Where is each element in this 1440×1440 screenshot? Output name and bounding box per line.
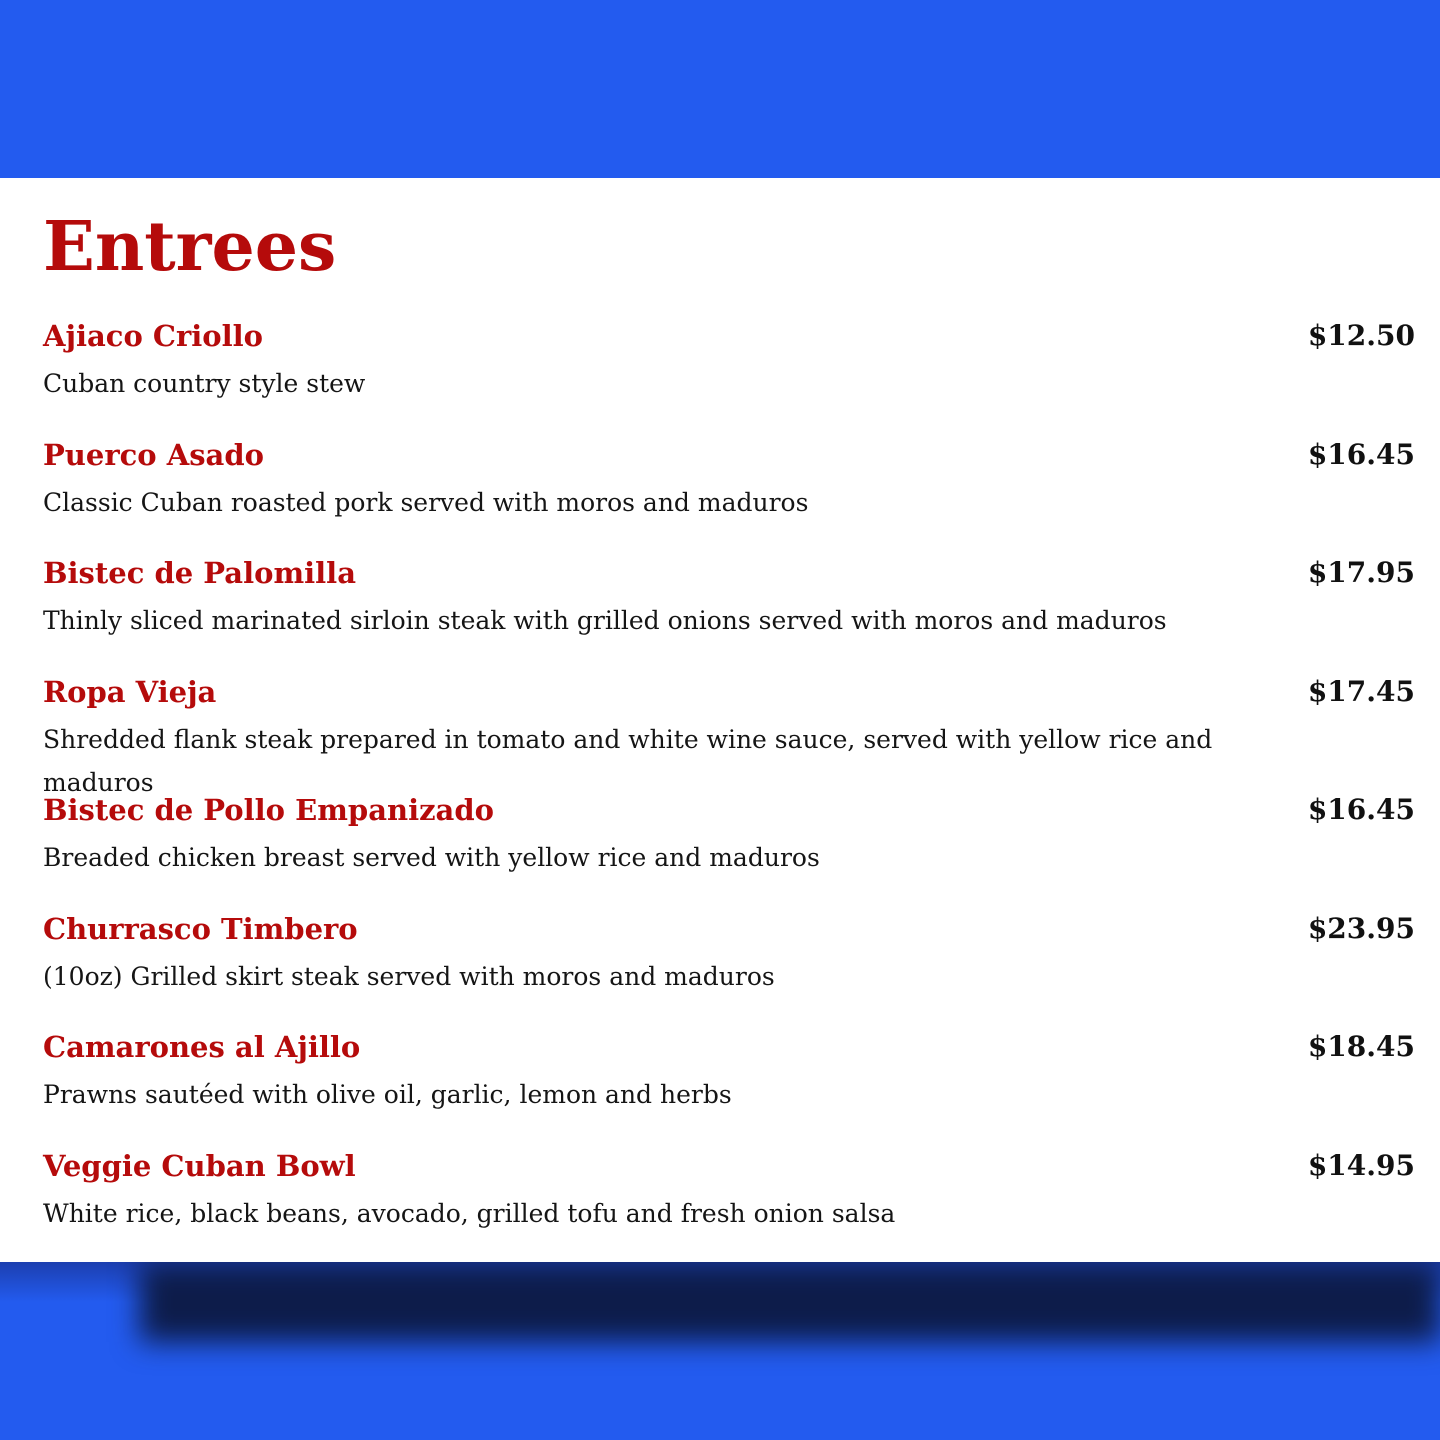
item-description: (10oz) Grilled skirt steak served with moros and maduros [43, 962, 775, 991]
item-name: Veggie Cuban Bowl [43, 1149, 356, 1183]
item-description: Shredded flank steak prepared in tomato and white wine sauce, served with yellow rice and maduros [43, 725, 1213, 797]
card-shadow [140, 1262, 1440, 1342]
item-price: $16.45 [1307, 438, 1415, 471]
item-name: Ropa Vieja [43, 675, 217, 709]
item-price: $14.95 [1307, 1149, 1415, 1182]
item-price: $17.45 [1307, 675, 1415, 708]
item-name: Puerco Asado [43, 438, 264, 472]
item-description: Cuban country style stew [43, 369, 366, 398]
item-description: Prawns sautéed with olive oil, garlic, lemon and herbs [43, 1080, 732, 1109]
item-description: Thinly sliced marinated sirloin steak with grilled onions served with moros and maduros [43, 606, 1167, 635]
menu-title: Entrees [43, 207, 337, 287]
item-price: $23.95 [1307, 912, 1415, 945]
item-name: Bistec de Pollo Empanizado [43, 793, 494, 827]
item-price: $17.95 [1307, 556, 1415, 589]
item-name: Churrasco Timbero [43, 912, 358, 946]
item-description: Breaded chicken breast served with yellow rice and maduros [43, 843, 820, 872]
item-price: $12.50 [1307, 319, 1415, 352]
item-price: $16.45 [1307, 793, 1415, 826]
item-name: Ajiaco Criollo [43, 319, 263, 353]
item-description: White rice, black beans, avocado, grilled tofu and fresh onion salsa [43, 1199, 896, 1228]
item-price: $18.45 [1307, 1030, 1415, 1063]
menu-card [0, 178, 1440, 1262]
top-blue-band [0, 0, 1440, 178]
item-name: Bistec de Palomilla [43, 556, 356, 590]
item-name: Camarones al Ajillo [43, 1030, 361, 1064]
item-description: Classic Cuban roasted pork served with moros and maduros [43, 488, 809, 517]
